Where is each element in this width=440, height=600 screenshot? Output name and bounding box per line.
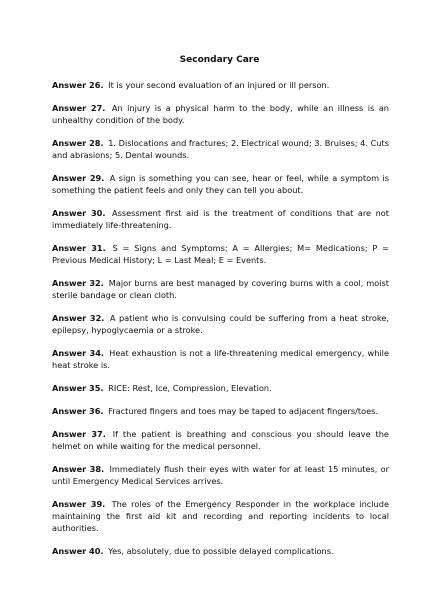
answer-item xyxy=(52,463,389,487)
answer-item xyxy=(52,137,389,161)
answer-text: RICE: Rest, Ice, Compression, Elevation. xyxy=(108,383,272,393)
answer-item xyxy=(52,347,389,371)
answer-text: Immediately flush their eyes with water for at least 15 minutes, or until Emergency Medical Services arrives. xyxy=(52,464,389,486)
answer-item xyxy=(52,102,389,126)
answer-item xyxy=(52,382,389,394)
answer-label: Answer 32. xyxy=(52,313,105,323)
answer-item xyxy=(52,172,389,196)
answer-label: Answer 34. xyxy=(52,348,105,358)
page-title: Secondary Care xyxy=(179,55,260,65)
answer-item xyxy=(52,545,389,557)
answer-label: Answer 40. xyxy=(52,546,104,556)
answer-item xyxy=(52,79,389,91)
answer-item xyxy=(52,498,389,534)
answer-text: Fractured fingers and toes may be taped to adjacent fingers/toes. xyxy=(108,406,379,416)
answer-text: Assessment first aid is the treatment of conditions that are not immediately life-threatening. xyxy=(52,208,389,230)
answer-text: Major burns are best managed by covering burns with a cool, moist sterile bandage or clean cloth. xyxy=(52,278,389,300)
answer-text: A sign is something you can see, hear or feel, while a symptom is something the patient feels and only they can tell you about. xyxy=(52,173,389,195)
answer-label: Answer 38. xyxy=(52,464,105,474)
answer-text: The roles of the Emergency Responder in the workplace include maintaining the first aid kit and recording and reporting incidents to local authorities. xyxy=(52,499,389,533)
answer-label: Answer 29. xyxy=(52,173,105,183)
answer-label: Answer 26. xyxy=(52,80,104,90)
answer-text: 1. Dislocations and fractures; 2. Electrical wound; 3. Bruises; 4. Cuts and abrasions; 5. Dental wounds. xyxy=(52,138,389,160)
answer-label: Answer 31. xyxy=(52,243,106,253)
answer-label: Answer 35. xyxy=(52,383,104,393)
answer-item xyxy=(52,312,389,336)
answer-text: S = Signs and Symptoms; A = Allergies; M= Medications; P = Previous Medical History; L = Last Meal; E = Events. xyxy=(52,243,389,265)
answer-text: Heat exhaustion is not a life-threatening medical emergency, while heat stroke is. xyxy=(52,348,389,370)
answer-text: A patient who is convulsing could be suffering from a heat stroke, epilepsy, hypoglycaemia or a stroke. xyxy=(52,313,389,335)
answer-item xyxy=(52,207,389,231)
answer-item xyxy=(52,405,389,417)
answer-list xyxy=(52,79,389,557)
answer-label: Answer 36. xyxy=(52,406,104,416)
answer-text: An injury is a physical harm to the body, while an illness is an unhealthy condition of the body. xyxy=(52,103,389,125)
answer-text: Yes, absolutely, due to possible delayed complications. xyxy=(108,546,334,556)
answer-text: If the patient is breathing and conscious you should leave the helmet on while waiting for the medical personnel. xyxy=(52,429,389,451)
answer-label: Answer 32. xyxy=(52,278,104,288)
answer-item xyxy=(52,277,389,301)
answer-item xyxy=(52,428,389,452)
answer-text: It is your second evaluation of an injured or ill person. xyxy=(108,80,330,90)
answer-label: Answer 27. xyxy=(52,103,106,113)
answer-label: Answer 28. xyxy=(52,138,104,148)
answer-label: Answer 39. xyxy=(52,499,106,509)
answer-label: Answer 37. xyxy=(52,429,106,439)
answer-item xyxy=(52,242,389,266)
answer-label: Answer 30. xyxy=(52,208,106,218)
